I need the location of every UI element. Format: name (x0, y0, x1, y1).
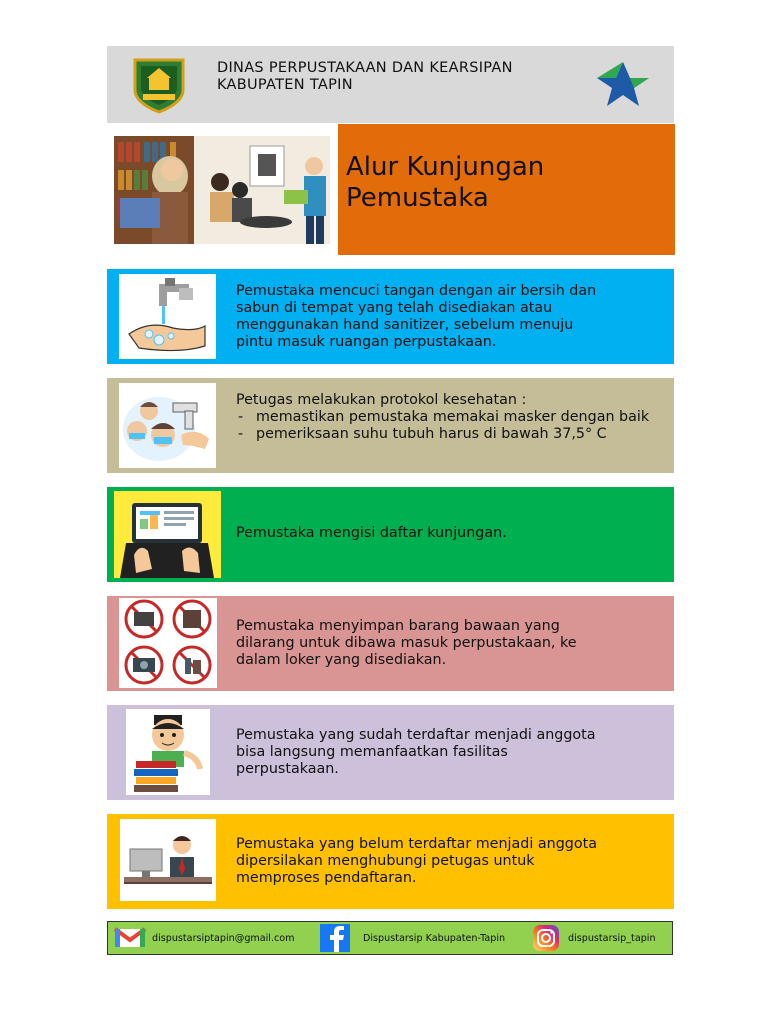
contact-footer (107, 921, 673, 955)
facebook-icon (319, 923, 351, 953)
step-2-health-protocol (107, 378, 674, 473)
step-text-line: Pemustaka mencuci tangan dengan air bersih dan (236, 283, 597, 299)
step-1-handwash (107, 269, 674, 364)
list-item: - pemeriksaan suhu tubuh harus di bawah 37,5° C (236, 426, 671, 443)
prohibited-items-icon (119, 598, 217, 688)
library-reading-illustration (114, 136, 330, 244)
agency-name-line2: KABUPATEN TAPIN (217, 77, 353, 93)
step-text-line: sabun di tempat yang telah disediakan atau (236, 300, 553, 316)
list-item: - memastikan pemustaka memakai masker dengan baik (236, 409, 671, 426)
step-text-line: Pemustaka menyimpan barang bawaan yang (236, 618, 560, 634)
email-contact[interactable] (114, 922, 295, 954)
step-2-intro: Petugas melakukan protokol kesehatan : (236, 392, 527, 408)
step-text-line: bisa langsung memanfaatkan fasilitas (236, 744, 508, 760)
step-4-text (236, 618, 577, 669)
laptop-typing-icon (114, 491, 221, 578)
gmail-icon (114, 927, 146, 949)
step-3-visitor-log (107, 487, 674, 582)
facebook-name: Dispustarsip Kabupaten-Tapin (363, 932, 506, 944)
step-text-line: dalam loker yang disediakan. (236, 652, 447, 668)
facebook-contact[interactable] (319, 922, 505, 954)
step-text-line: memproses pendaftaran. (236, 870, 417, 886)
step-text-line: menggunakan hand sanitizer, sebelum menuju (236, 317, 574, 333)
student-books-icon (126, 709, 210, 795)
step-2-text (236, 392, 671, 443)
step-4-locker (107, 596, 674, 691)
handwash-icon (119, 274, 216, 359)
temperature-check-icon (119, 383, 216, 468)
step-3-text (236, 525, 507, 542)
step-text-line: dipersilakan menghubungi petugas untuk (236, 853, 535, 869)
page-title-line1: Alur Kunjungan (346, 152, 545, 182)
step-text-line: pintu masuk ruangan perpustakaan. (236, 334, 497, 350)
step-5-member (107, 705, 674, 800)
page-title (346, 152, 544, 214)
step-2-bullets (236, 409, 671, 443)
step-5-text (236, 727, 596, 778)
step-text-line: Pemustaka yang sudah terdaftar menjadi anggota (236, 727, 596, 743)
instagram-contact[interactable] (532, 922, 656, 954)
step-text-line: perpustakaan. (236, 761, 339, 777)
step-1-text (236, 283, 596, 351)
banner-title-box (338, 124, 675, 255)
agency-name-line1: DINAS PERPUSTAKAAN DAN KEARSIPAN (217, 60, 513, 76)
email-address: dispustarsiptapin@gmail.com (152, 932, 295, 944)
instagram-handle: dispustarsip_tapin (568, 932, 656, 944)
header-bar (107, 46, 674, 123)
step-text-line: Pemustaka mengisi daftar kunjungan. (236, 525, 507, 541)
staff-desk-icon (120, 819, 216, 901)
agency-name (217, 60, 513, 94)
star-logo (593, 60, 659, 112)
page-title-line2: Pemustaka (346, 183, 489, 213)
step-text-line: Pemustaka yang belum terdaftar menjadi anggota (236, 836, 597, 852)
step-6-text (236, 836, 597, 887)
step-6-registration (107, 814, 674, 909)
regency-crest-logo (131, 56, 187, 114)
step-text-line: dilarang untuk dibawa masuk perpustakaan, ke (236, 635, 577, 651)
instagram-icon (532, 924, 560, 952)
